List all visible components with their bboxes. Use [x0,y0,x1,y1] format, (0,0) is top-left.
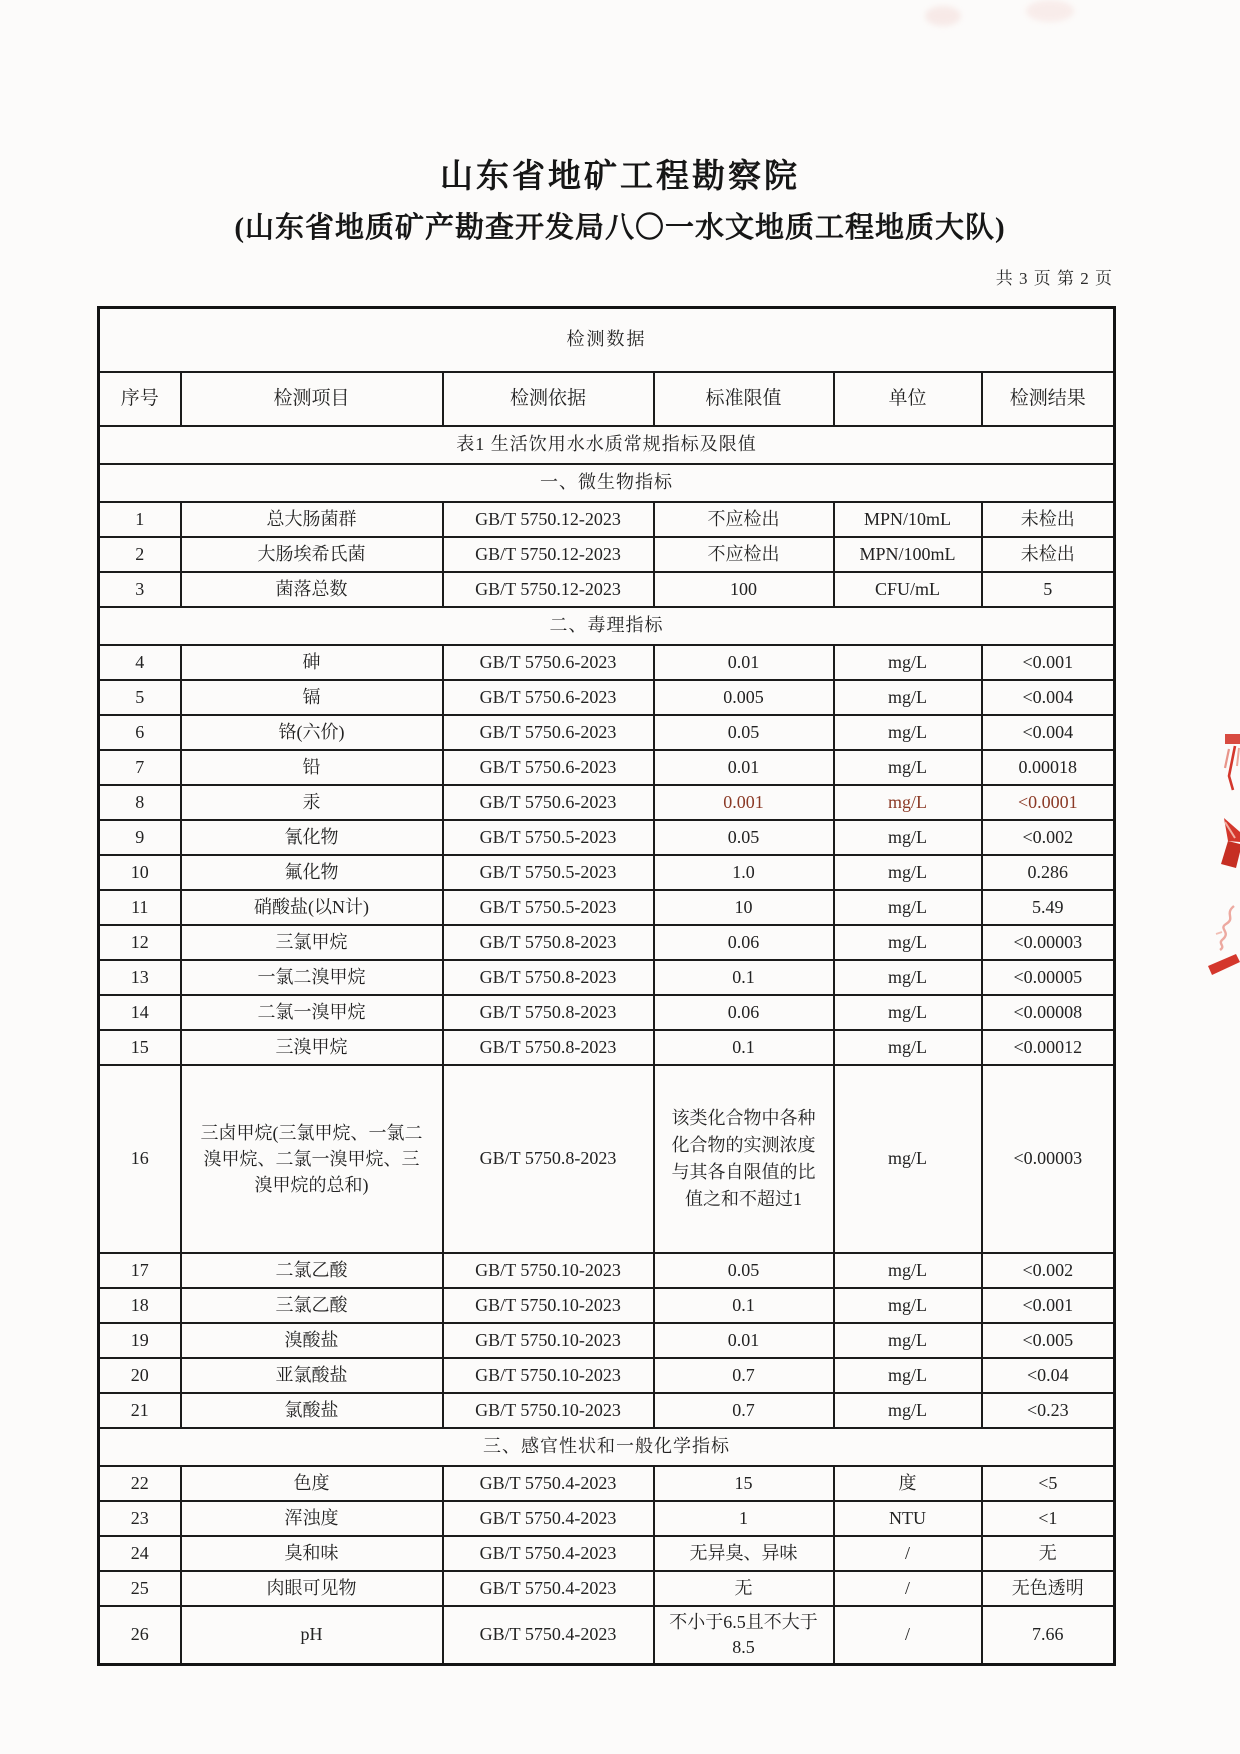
cell-unit: / [834,1606,982,1665]
cell-test-item: 三氯乙酸 [181,1288,443,1323]
stamp-fragment-bar [1206,948,1240,981]
cell-test-result: <1 [982,1501,1115,1536]
table-row [99,820,1115,855]
section-row [99,426,1115,464]
cell-serial-number: 20 [99,1358,181,1393]
cell-test-result: 0.286 [982,855,1115,890]
table-row [99,1358,1115,1393]
cell-standard-limit: 无异臭、异味 [654,1536,834,1571]
table-row [99,785,1115,820]
cell-test-method: GB/T 5750.4-2023 [443,1501,654,1536]
cell-unit: mg/L [834,1323,982,1358]
section-label: 二、毒理指标 [99,607,1115,645]
cell-test-item: 二氯一溴甲烷 [181,995,443,1030]
table-row [99,1536,1115,1571]
cell-test-result: 未检出 [982,502,1115,537]
stamp-fragment-script [1210,904,1240,957]
scan-smudge [1026,0,1074,22]
column-header-test-item: 检测项目 [181,372,443,426]
cell-unit: mg/L [834,890,982,925]
table-row [99,890,1115,925]
cell-serial-number: 7 [99,750,181,785]
cell-serial-number: 5 [99,680,181,715]
cell-serial-number: 19 [99,1323,181,1358]
cell-serial-number: 3 [99,572,181,607]
cell-test-item: 亚氯酸盐 [181,1358,443,1393]
cell-serial-number: 2 [99,537,181,572]
cell-test-item: 铬(六价) [181,715,443,750]
cell-test-result: <0.00008 [982,995,1115,1030]
cell-serial-number: 8 [99,785,181,820]
cell-test-method: GB/T 5750.6-2023 [443,715,654,750]
cell-serial-number: 15 [99,1030,181,1065]
cell-serial-number: 10 [99,855,181,890]
org-subtitle: (山东省地质矿产勘查开发局八〇一水文地质工程地质大队) [234,212,1006,244]
cell-standard-limit: 无 [654,1571,834,1606]
table-row [99,1030,1115,1065]
cell-test-result: <0.001 [982,645,1115,680]
cell-unit: mg/L [834,960,982,995]
table-row [99,960,1115,995]
cell-standard-limit: 不应检出 [654,537,834,572]
cell-serial-number: 16 [99,1065,181,1253]
document-header [0,150,1240,246]
cell-test-method: GB/T 5750.12-2023 [443,572,654,607]
cell-unit: 度 [834,1466,982,1501]
cell-serial-number: 23 [99,1501,181,1536]
cell-test-result: <0.04 [982,1358,1115,1393]
column-header-unit: 单位 [834,372,982,426]
cell-standard-limit: 0.001 [654,785,834,820]
cell-serial-number: 22 [99,1466,181,1501]
table-row [99,1501,1115,1536]
cell-test-result: 未检出 [982,537,1115,572]
cell-test-item: 总大肠菌群 [181,502,443,537]
cell-test-method: GB/T 5750.6-2023 [443,750,654,785]
table-row [99,537,1115,572]
cell-serial-number: 1 [99,502,181,537]
cell-test-item: 铅 [181,750,443,785]
cell-test-result: <0.001 [982,1288,1115,1323]
cell-test-item: 硝酸盐(以N计) [181,890,443,925]
cell-test-method: GB/T 5750.10-2023 [443,1288,654,1323]
cell-unit: mg/L [834,1393,982,1428]
cell-test-method: GB/T 5750.6-2023 [443,680,654,715]
cell-test-item: 大肠埃希氏菌 [181,537,443,572]
table-row [99,645,1115,680]
cell-test-item: 三溴甲烷 [181,1030,443,1065]
stamp-fragment-ribbon [1221,818,1240,875]
cell-standard-limit: 100 [654,572,834,607]
cell-standard-limit: 0.1 [654,960,834,995]
table-row [99,925,1115,960]
table-title: 检测数据 [99,308,1115,373]
cell-standard-limit: 0.1 [654,1030,834,1065]
section-label: 表1 生活饮用水水质常规指标及限值 [99,426,1115,464]
cell-serial-number: 25 [99,1571,181,1606]
table-row [99,1288,1115,1323]
cell-unit: mg/L [834,855,982,890]
cell-test-method: GB/T 5750.8-2023 [443,960,654,995]
cell-test-result: <0.00003 [982,1065,1115,1253]
cell-standard-limit: 0.06 [654,995,834,1030]
cell-serial-number: 12 [99,925,181,960]
cell-standard-limit: 该类化合物中各种化合物的实测浓度与其各自限值的比值之和不超过1 [654,1065,834,1253]
cell-unit: CFU/mL [834,572,982,607]
cell-test-result: <5 [982,1466,1115,1501]
cell-test-item: 一氯二溴甲烷 [181,960,443,995]
cell-standard-limit: 0.05 [654,715,834,750]
cell-standard-limit: 0.01 [654,750,834,785]
cell-serial-number: 6 [99,715,181,750]
cell-test-item: 色度 [181,1466,443,1501]
cell-serial-number: 24 [99,1536,181,1571]
cell-unit: MPN/100mL [834,537,982,572]
cell-test-method: GB/T 5750.8-2023 [443,995,654,1030]
stamp-fragment-strokes [1218,734,1240,797]
cell-serial-number: 21 [99,1393,181,1428]
cell-standard-limit: 0.01 [654,1323,834,1358]
cell-standard-limit: 0.06 [654,925,834,960]
test-data-table [97,306,1116,1666]
cell-standard-limit: 1 [654,1501,834,1536]
column-header-serial-number: 序号 [99,372,181,426]
cell-test-item: 镉 [181,680,443,715]
table-row [99,1571,1115,1606]
org-title: 山东省地矿工程勘察院 [440,159,800,195]
table-row [99,1323,1115,1358]
section-row [99,1428,1115,1466]
cell-test-method: GB/T 5750.4-2023 [443,1466,654,1501]
cell-test-method: GB/T 5750.5-2023 [443,820,654,855]
cell-test-method: GB/T 5750.12-2023 [443,502,654,537]
cell-test-method: GB/T 5750.5-2023 [443,890,654,925]
cell-test-method: GB/T 5750.10-2023 [443,1253,654,1288]
cell-unit: mg/L [834,1065,982,1253]
page-indicator: 共 3 页 第 2 页 [995,269,1113,288]
cell-unit: mg/L [834,1358,982,1393]
cell-unit: mg/L [834,1288,982,1323]
table-title-row [99,308,1115,373]
cell-standard-limit: 0.1 [654,1288,834,1323]
cell-test-method: GB/T 5750.4-2023 [443,1571,654,1606]
cell-test-result: 无 [982,1536,1115,1571]
cell-test-item: 溴酸盐 [181,1323,443,1358]
cell-standard-limit: 0.7 [654,1393,834,1428]
cell-standard-limit: 0.7 [654,1358,834,1393]
cell-test-method: GB/T 5750.10-2023 [443,1393,654,1428]
cell-serial-number: 26 [99,1606,181,1665]
cell-standard-limit: 0.005 [654,680,834,715]
section-label: 一、微生物指标 [99,464,1115,502]
cell-test-method: GB/T 5750.8-2023 [443,1065,654,1253]
cell-standard-limit: 1.0 [654,855,834,890]
cell-unit: MPN/10mL [834,502,982,537]
cell-standard-limit: 0.05 [654,1253,834,1288]
cell-standard-limit: 10 [654,890,834,925]
cell-test-result: <0.005 [982,1323,1115,1358]
cell-test-item: pH [181,1606,443,1665]
cell-standard-limit: 15 [654,1466,834,1501]
cell-test-item: 肉眼可见物 [181,1571,443,1606]
cell-test-method: GB/T 5750.8-2023 [443,925,654,960]
cell-test-item: 氯酸盐 [181,1393,443,1428]
cell-test-method: GB/T 5750.8-2023 [443,1030,654,1065]
table-row [99,1065,1115,1253]
table-row [99,750,1115,785]
cell-unit: NTU [834,1501,982,1536]
table-row [99,572,1115,607]
section-label: 三、感官性状和一般化学指标 [99,1428,1115,1466]
cell-test-result: <0.004 [982,680,1115,715]
cell-test-result: <0.004 [982,715,1115,750]
cell-test-item: 三氯甲烷 [181,925,443,960]
column-header-test-method: 检测依据 [443,372,654,426]
table-row [99,855,1115,890]
cell-standard-limit: 不应检出 [654,502,834,537]
section-row [99,464,1115,502]
cell-standard-limit: 0.01 [654,645,834,680]
cell-unit: / [834,1536,982,1571]
cell-unit: mg/L [834,925,982,960]
cell-serial-number: 4 [99,645,181,680]
table-row [99,715,1115,750]
cell-test-result: <0.00003 [982,925,1115,960]
table-row [99,1466,1115,1501]
cell-test-item: 氰化物 [181,820,443,855]
cell-unit: / [834,1571,982,1606]
cell-test-method: GB/T 5750.10-2023 [443,1358,654,1393]
cell-test-item: 砷 [181,645,443,680]
cell-unit: mg/L [834,995,982,1030]
cell-test-result: 5 [982,572,1115,607]
cell-serial-number: 13 [99,960,181,995]
cell-test-result: <0.23 [982,1393,1115,1428]
cell-test-method: GB/T 5750.6-2023 [443,785,654,820]
cell-serial-number: 11 [99,890,181,925]
cell-unit: mg/L [834,820,982,855]
cell-test-item: 三卤甲烷(三氯甲烷、一氯二溴甲烷、二氯一溴甲烷、三溴甲烷的总和) [181,1065,443,1253]
cell-test-method: GB/T 5750.4-2023 [443,1606,654,1665]
cell-test-method: GB/T 5750.5-2023 [443,855,654,890]
cell-test-result: 0.00018 [982,750,1115,785]
cell-test-result: <0.0001 [982,785,1115,820]
cell-test-method: GB/T 5750.12-2023 [443,537,654,572]
cell-test-item: 浑浊度 [181,1501,443,1536]
cell-serial-number: 9 [99,820,181,855]
cell-test-item: 汞 [181,785,443,820]
table-row [99,502,1115,537]
cell-test-item: 臭和味 [181,1536,443,1571]
column-header-test-result: 检测结果 [982,372,1115,426]
scan-smudge [925,6,961,26]
column-header-standard-limit: 标准限值 [654,372,834,426]
cell-test-method: GB/T 5750.6-2023 [443,645,654,680]
cell-unit: mg/L [834,715,982,750]
column-header-row [99,372,1115,426]
cell-test-result: <0.002 [982,1253,1115,1288]
cell-unit: mg/L [834,750,982,785]
cell-unit: mg/L [834,680,982,715]
table-row [99,680,1115,715]
table-row [99,1393,1115,1428]
table-row [99,995,1115,1030]
cell-test-item: 菌落总数 [181,572,443,607]
cell-test-method: GB/T 5750.10-2023 [443,1323,654,1358]
section-row [99,607,1115,645]
cell-serial-number: 14 [99,995,181,1030]
cell-serial-number: 17 [99,1253,181,1288]
cell-unit: mg/L [834,645,982,680]
cell-test-result: 无色透明 [982,1571,1115,1606]
cell-serial-number: 18 [99,1288,181,1323]
cell-test-item: 氟化物 [181,855,443,890]
cell-test-result: <0.002 [982,820,1115,855]
cell-test-method: GB/T 5750.4-2023 [443,1536,654,1571]
cell-test-item: 二氯乙酸 [181,1253,443,1288]
cell-test-result: <0.00005 [982,960,1115,995]
cell-standard-limit: 0.05 [654,820,834,855]
cell-standard-limit: 不小于6.5且不大于8.5 [654,1606,834,1665]
cell-test-result: 7.66 [982,1606,1115,1665]
cell-unit: mg/L [834,785,982,820]
table-row [99,1253,1115,1288]
cell-unit: mg/L [834,1253,982,1288]
cell-test-result: 5.49 [982,890,1115,925]
cell-test-result: <0.00012 [982,1030,1115,1065]
cell-unit: mg/L [834,1030,982,1065]
table-row [99,1606,1115,1665]
